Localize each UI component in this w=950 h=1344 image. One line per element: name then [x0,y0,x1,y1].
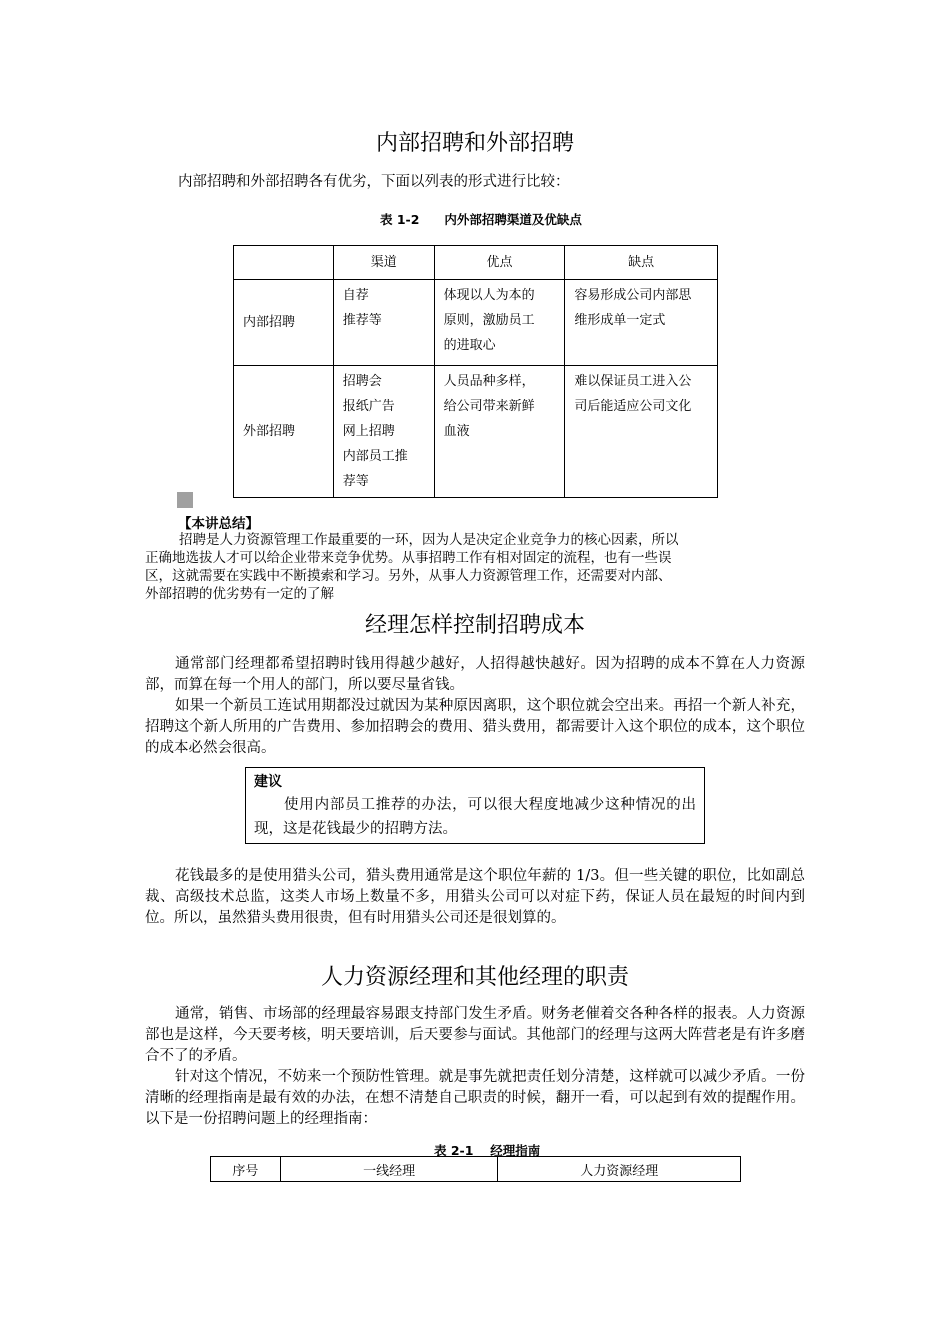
header-line-manager: 一线经理 [280,1157,498,1182]
manager-guide-table [210,1156,741,1182]
recruitment-channels-table [233,245,718,498]
header-cons: 缺点 [565,246,718,280]
pros-line: 原则，激励员工 [443,313,535,328]
advice-title: 建议 [254,774,282,790]
paragraph: 针对这个情况，不妨来一个预防性管理。就是事先就把责任划分清楚，这样就可以减少矛盾。一份清晰的经理指南是最有效的办法，在想不清楚自己职责的时候，翻开一看，可以起到有效的提醒作用。以下是一份招聘问题上的经理指南： [145,1069,805,1127]
channel-line: 推荐等 [342,313,382,328]
row-pros [434,366,565,498]
table-row [234,366,718,498]
advice-box [245,767,705,844]
table-header-row [234,246,718,280]
section3-title: 人力资源经理和其他经理的职责 [320,965,629,990]
channel-line: 网上招聘 [342,424,395,439]
table2-caption: 表 2-1 经理指南 [434,1143,541,1158]
header-empty [234,246,334,280]
paragraph: 如果一个新员工连试用期都没过就因为某种原因离职，这个职位就会空出来。再招一个新人补充，招聘这个新人所用的广告费用、参加招聘会的费用、猎头费用，都需要计入这个职位的成本，这个职位的成本必然会很高。 [145,698,805,756]
section2-body-bottom [145,866,805,929]
pros-line: 的进取心 [443,338,496,353]
pros-line: 血液 [443,424,470,439]
pros-line: 体现以人为本的 [443,288,535,303]
row-type: 内部招聘 [234,280,334,366]
table1-caption: 表 1-2 内外部招聘渠道及优缺点 [380,212,582,227]
paragraph: 通常部门经理都希望招聘时钱用得越少越好，人招得越快越好。因为招聘的成本不算在人力资源部，而算在每一个用人的部门，所以要尽量省钱。 [145,656,805,693]
channel-line: 自荐 [342,288,369,303]
header-hr-manager: 人力资源经理 [498,1157,741,1182]
channel-line: 招聘会 [342,374,382,389]
section3-body [145,1004,805,1130]
row-channels [333,280,434,366]
section1-intro: 内部招聘和外部招聘各有优劣，下面以列表的形式进行比较： [178,174,570,190]
summary-line: 区，这就需要在实践中不断摸索和学习。另外，从事人力资源管理工作，还需要对内部、 [145,568,672,584]
section-marker-icon [177,492,193,508]
header-index: 序号 [211,1157,281,1182]
row-cons [565,366,718,498]
summary-line: 正确地选拔人才可以给企业带来竞争优势。从事招聘工作有相对固定的流程，也有一些误 [145,550,672,566]
paragraph: 花钱最多的是使用猎头公司，猎头费用通常是这个职位年薪的 1/3。但一些关键的职位，比如副总裁、高级技术总监，这类人市场上数量不多，用猎头公司可以对症下药，保证人员在最短的时间内到位。所以，虽然猎头费用很贵，但有时用猎头公司还是很划算的。 [145,868,805,926]
paragraph: 通常，销售、市场部的经理最容易跟支持部门发生矛盾。财务老催着交各种各样的报表。人力资源部也是这样，今天要考核，明天要培训，后天要参与面试。其他部门的经理与这两大阵营老是有许多磨合不了的矛盾。 [145,1006,805,1064]
section2-body-top [145,654,805,759]
row-channels [333,366,434,498]
row-cons [565,280,718,366]
pros-line: 给公司带来新鲜 [443,399,535,414]
channel-line: 报纸广告 [342,399,395,414]
section1-title: 内部招聘和外部招聘 [375,131,574,156]
channel-line: 荐等 [342,474,369,489]
row-type: 外部招聘 [234,366,334,498]
cons-line: 容易形成公司内部思 [574,288,692,303]
advice-text: 使用内部员工推荐的办法，可以很大程度地减少这种情况的出现，这是花钱最少的招聘方法。 [254,797,696,837]
section2-title: 经理怎样控制招聘成本 [364,613,585,638]
summary-heading: 【本讲总结】 [178,516,259,532]
table-row [234,280,718,366]
header-channel: 渠道 [333,246,434,280]
summary-body [145,531,805,603]
header-pros: 优点 [434,246,565,280]
pros-line: 人员品种多样， [443,374,535,389]
row-pros [434,280,565,366]
cons-line: 难以保证员工进入公 [574,374,692,389]
summary-line: 外部招聘的优劣势有一定的了解 [145,586,334,602]
table-header-row [211,1157,741,1182]
summary-line: 招聘是人力资源管理工作最重要的一环，因为人是决定企业竞争力的核心因素，所以 [179,532,679,548]
cons-line: 维形成单一定式 [574,313,666,328]
cons-line: 司后能适应公司文化 [574,399,692,414]
channel-line: 内部员工推 [342,449,408,464]
